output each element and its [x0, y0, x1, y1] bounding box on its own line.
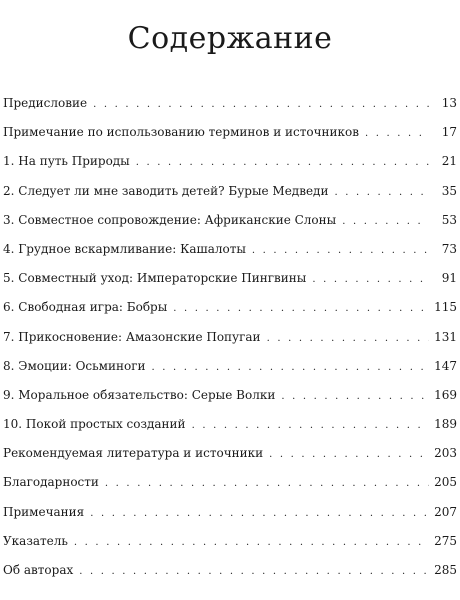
dot-leader — [312, 273, 429, 287]
toc-entry-page: 285 — [434, 563, 457, 577]
toc-entry-title: 5. Совместный уход: Императорские Пингвины — [3, 271, 307, 286]
dot-leader — [79, 565, 429, 579]
dot-leader — [152, 361, 429, 375]
toc-entry[interactable] — [3, 125, 457, 154]
dot-leader — [365, 127, 429, 141]
dot-leader — [342, 215, 429, 229]
dot-leader — [93, 98, 429, 112]
toc-entry-title: 3. Совместное сопровождение: Африканские Слоны — [3, 212, 337, 227]
toc-entry-page: 73 — [441, 241, 457, 256]
toc-entry-page: 115 — [434, 300, 457, 315]
toc-entry-title: Примечание по использованию терминов и источников — [3, 125, 360, 140]
toc-entry-page: 13 — [441, 96, 457, 110]
toc-entry-title: 1. На путь Природы — [3, 154, 130, 169]
toc-entry-page: 147 — [434, 358, 457, 373]
toc-entry[interactable] — [3, 446, 457, 475]
toc-entry[interactable] — [3, 184, 457, 213]
toc-entry[interactable] — [3, 417, 457, 446]
dot-leader — [334, 186, 429, 200]
toc-entry-page: 203 — [434, 446, 457, 461]
toc-entry-title: Указатель — [3, 533, 68, 548]
toc-entry-title: 9. Моральное обязательство: Серые Волки — [3, 387, 276, 402]
toc-entry-title: 6. Свободная игра: Бобры — [3, 300, 168, 315]
dot-leader — [90, 507, 429, 521]
toc-entry-page: 17 — [441, 125, 457, 140]
dot-leader — [105, 477, 429, 491]
toc-entry-page: 207 — [434, 504, 457, 519]
toc-entry[interactable] — [3, 330, 457, 359]
dot-leader — [281, 390, 429, 404]
toc-entry-page: 35 — [441, 183, 457, 198]
toc-entry[interactable] — [3, 388, 457, 417]
toc-entry[interactable] — [3, 300, 457, 329]
toc-entry-title: 7. Прикосновение: Амазонские Попугаи — [3, 329, 261, 344]
table-of-contents — [3, 96, 457, 592]
toc-entry-title: 10. Покой простых созданий — [3, 417, 186, 432]
toc-entry[interactable] — [3, 242, 457, 271]
toc-entry-page: 275 — [434, 533, 457, 548]
toc-entry-page: 169 — [434, 387, 457, 402]
toc-entry[interactable] — [3, 534, 457, 563]
toc-entry-page: 21 — [441, 154, 457, 169]
toc-entry[interactable] — [3, 154, 457, 183]
dot-leader — [173, 302, 429, 316]
toc-entry-page: 91 — [441, 271, 457, 286]
dot-leader — [267, 332, 429, 346]
toc-entry[interactable] — [3, 213, 457, 242]
toc-entry-title: Благодарности — [3, 475, 99, 490]
toc-entry-page: 189 — [434, 417, 457, 432]
toc-entry-title: Примечания — [3, 504, 85, 519]
toc-entry-title: 2. Следует ли мне заводить детей? Бурые Медведи — [3, 183, 329, 198]
toc-entry-title: Предисловие — [3, 96, 88, 110]
dot-leader — [192, 419, 429, 433]
toc-entry-page: 131 — [434, 329, 457, 344]
toc-entry[interactable] — [3, 359, 457, 388]
page-title: Содержание — [127, 21, 333, 57]
toc-entry[interactable] — [3, 505, 457, 534]
toc-entry[interactable] — [3, 563, 457, 592]
toc-entry-title: 4. Грудное вскармливание: Кашалоты — [3, 241, 246, 256]
toc-entry-title: 8. Эмоции: Осьминоги — [3, 358, 146, 373]
toc-entry-title: Об авторах — [3, 563, 74, 577]
dot-leader — [252, 244, 429, 258]
toc-entry[interactable] — [3, 475, 457, 504]
toc-entry[interactable] — [3, 271, 457, 300]
dot-leader — [269, 448, 429, 462]
toc-entry-page: 205 — [434, 475, 457, 490]
dot-leader — [74, 536, 429, 550]
toc-entry-title: Рекомендуемая литература и источники — [3, 446, 264, 461]
toc-entry[interactable] — [3, 96, 457, 125]
dot-leader — [136, 156, 429, 170]
toc-entry-page: 53 — [441, 212, 457, 227]
